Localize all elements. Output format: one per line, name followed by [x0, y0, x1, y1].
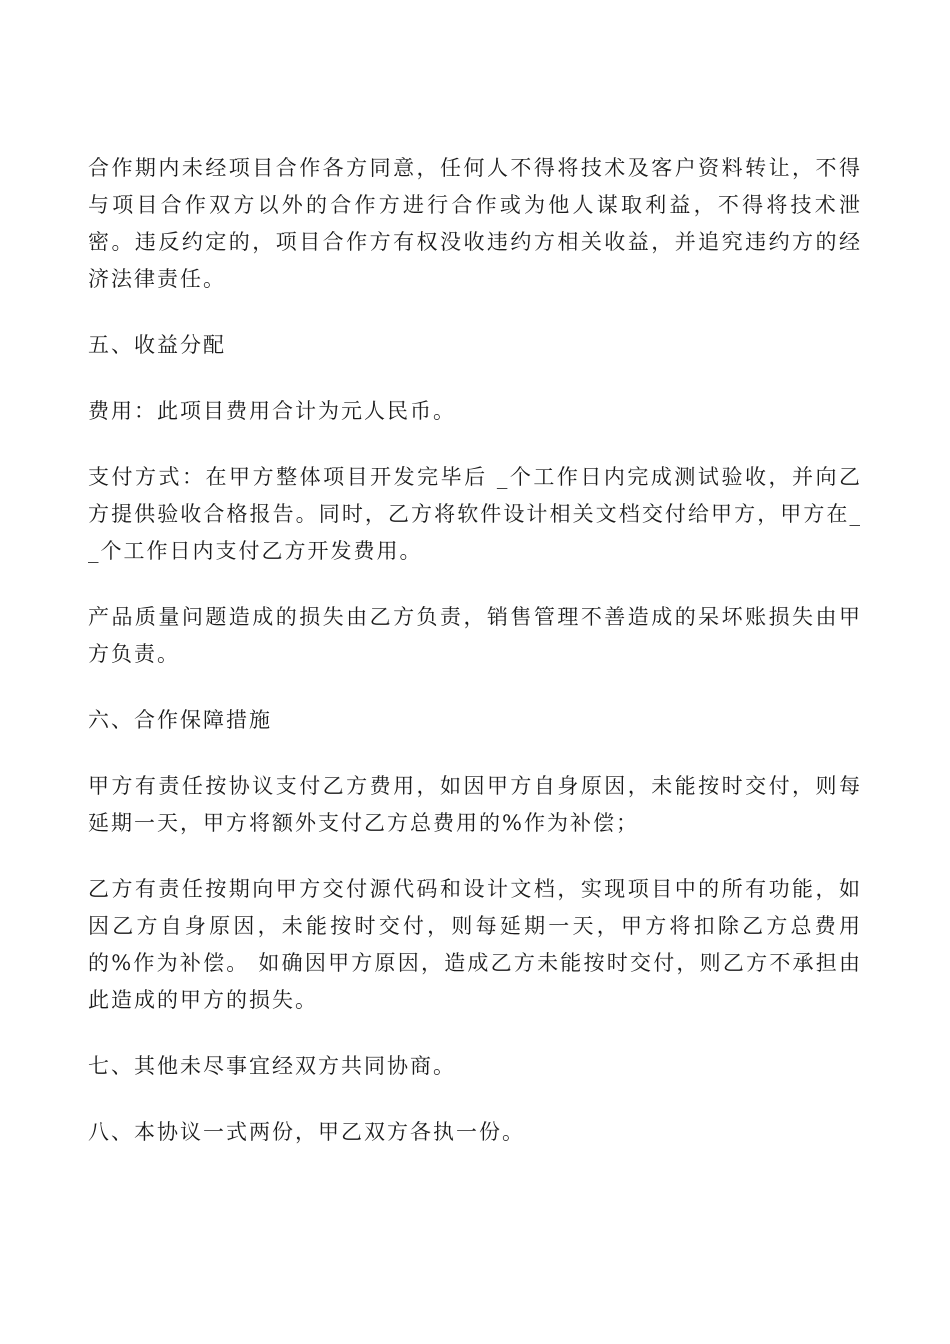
loss-responsibility-clause: 产品质量问题造成的损失由乙方负责，销售管理不善造成的呆坏账损失由甲方负责。 [88, 605, 862, 666]
section-7-heading: 七、其他未尽事宜经双方共同协商。 [88, 1054, 456, 1078]
section-8-heading: 八、本协议一式两份，甲乙双方各执一份。 [88, 1120, 525, 1144]
party-a-guarantee-clause: 甲方有责任按协议支付乙方费用，如因甲方自身原因，未能按时交付，则每延期一天，甲方将额外支付乙方总费用的%作为补偿； [88, 774, 862, 835]
fee-clause: 费用：此项目费用合计为元人民币。 [88, 399, 456, 423]
payment-method-clause: 支付方式：在甲方整体项目开发完毕后 _个工作日内完成测试验收，并向乙方提供验收合格报告。同时，乙方将软件设计相关文档交付给甲方，甲方在_ _个工作日内支付乙方开发费用。 [88, 465, 871, 563]
document-page [88, 150, 871, 1180]
confidentiality-clause: 合作期内未经项目合作各方同意，任何人不得将技术及客户资料转让，不得与项目合作双方以外的合作方进行合作或为他人谋取利益，不得将技术泄密。违反约定的，项目合作方有权没收违约方相关收益，并追究违约方的经济法律责任。 [88, 156, 862, 291]
section-6-heading: 六、合作保障措施 [88, 708, 272, 732]
section-5-heading: 五、收益分配 [88, 333, 226, 357]
party-b-guarantee-clause: 乙方有责任按期向甲方交付源代码和设计文档，实现项目中的所有功能，如因乙方自身原因，未能按时交付，则每延期一天，甲方将扣除乙方总费用的%作为补偿。 如确因甲方原因，造成乙方未能按时交付，则乙方不承担由此造成的甲方的损失。 [88, 877, 862, 1012]
